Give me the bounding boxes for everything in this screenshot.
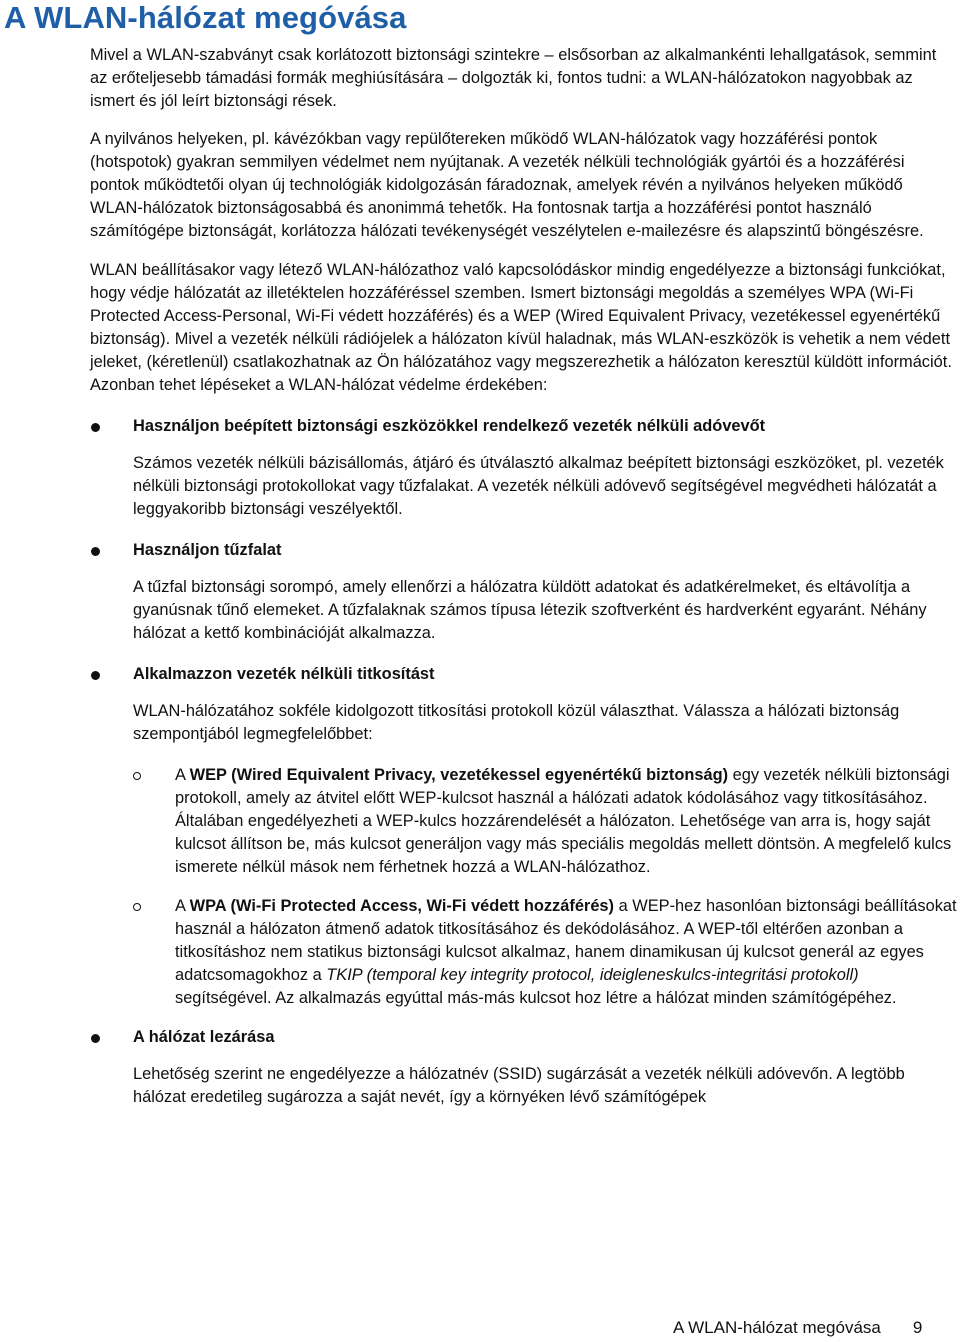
list-item-body: A tűzfal biztonsági sorompó, amely ellenőrzi a hálózatra küldött adatokat és adatkérelmeket, és eltávolítja a gyanúsnak tűnő elemeket. A tűzfalaknak számos típusa létezik szoftverként és hardverként egyaránt. Néhány hálózat a kettő kombinációját alkalmazza. bbox=[133, 578, 927, 642]
list-item bbox=[90, 539, 958, 645]
list-item bbox=[90, 415, 958, 521]
sub-list-item-wpa bbox=[133, 895, 958, 1010]
document-body bbox=[90, 44, 958, 1127]
sub-list-item-text: A WEP (Wired Equivalent Privacy, vezetékessel egyenértékű biztonság) egy vezeték nélküli biztonsági protokoll, amely az átvitel előtt WEP-kulcsot használ a hálózati adatok kódolásához vagy titkosításához. Általában engedélyezheti a WEP-kulcs hozzárendelését a hálózaton. Lehetősége van arra is, hogy saját kulcsot állítson be, más kulcsot generáljon vagy más speciális megoldás mellett döntsön. A megfelelő kulcs ismerete nélkül mások nem férhetnek hozzá a WLAN-hálózathoz. bbox=[175, 766, 952, 876]
wlan-setup-paragraph: WLAN beállításakor vagy létező WLAN-hálózathoz való kapcsolódáskor mindig engedélyezze a biztonsági funkciókat, hogy védje hálózatát az illetéktelen hozzáféréssel szemben. Ismert biztonsági megoldás a személyes WPA (Wi-Fi Protected Access-Personal, Wi-Fi védett hozzáférés) és a WEP (Wired Equivalent Privacy, vezetékessel egyenértékű biztonság). Mivel a vezeték nélküli rádiójelek a hálózaton kívül haladnak, más WLAN-eszközök is vehetik a nem védett jeleket, (kéretlenül) csatlakozhatnak az Ön hálózatához vagy megszerezhetik a hálózaton keresztül küldött információt. Azonban tehet lépéseket a WLAN-hálózat védelme érdekében: bbox=[90, 261, 952, 394]
hollow-bullet-icon bbox=[133, 903, 141, 911]
page-number: 9 bbox=[912, 1318, 923, 1337]
protection-list bbox=[90, 415, 958, 1109]
bullet-icon bbox=[91, 671, 100, 680]
bullet-icon bbox=[91, 423, 100, 432]
list-item-heading: Alkalmazzon vezeték nélküli titkosítást bbox=[133, 665, 435, 683]
list-item-heading: Használjon beépített biztonsági eszközökkel rendelkező vezeték nélküli adóvevőt bbox=[133, 417, 766, 435]
list-item-heading: Használjon tűzfalat bbox=[133, 541, 282, 559]
list-item-body: Lehetőség szerint ne engedélyezze a hálózatnév (SSID) sugárzását a vezeték nélküli adóvevőn. A legtöbb hálózat eredetileg sugározza a saját nevét, így a környéken lévő számítógépek bbox=[133, 1065, 905, 1106]
sub-list-item-wep bbox=[133, 764, 958, 879]
page-title: A WLAN-hálózat megóvása bbox=[4, 0, 407, 35]
list-item bbox=[90, 663, 958, 1010]
footer-section-title: A WLAN-hálózat megóvása bbox=[673, 1318, 881, 1337]
list-item-heading: A hálózat lezárása bbox=[133, 1028, 275, 1046]
hollow-bullet-icon bbox=[133, 772, 141, 780]
list-item-body: Számos vezeték nélküli bázisállomás, átjáró és útválasztó alkalmaz beépített biztonsági eszközöket, pl. vezeték nélküli biztonsági protokollokat vagy tűzfalakat. A vezeték nélküli adóvevő segítségével megvédheti hálózatát a leggyakoribb biztonsági veszélyektől. bbox=[133, 454, 944, 518]
public-hotspot-paragraph: A nyilvános helyeken, pl. kávézókban vagy repülőtereken működő WLAN-hálózatok vagy hozzáférési pontok (hotspotok) gyakran semmilyen védelmet nem nyújtanak. A vezeték nélküli technológiák gyártói és a hozzáférési pontok működtetői olyan új technológiák kidolgozásán fáradoznak, amelyek révén a nyilvános helyeken működő WLAN-hálózatok biztonságosabbá és anonimmá tehetők. Ha fontosnak tartja a hozzáférési pontot használó számítógépe biztonságát, korlátozza hálózati tevékenységét veszélytelen e-mailezésre és alapszintű böngészésre. bbox=[90, 130, 924, 240]
bullet-icon bbox=[91, 1034, 100, 1043]
list-item-body: WLAN-hálózatához sokféle kidolgozott titkosítási protokoll közül választhat. Válassza a hálózati biztonság szempontjából legmegfelelőbbet: bbox=[133, 702, 900, 743]
bullet-icon bbox=[91, 547, 100, 556]
page-footer bbox=[673, 1318, 922, 1338]
list-item bbox=[90, 1026, 958, 1109]
sub-list-item-text: A WPA (Wi-Fi Protected Access, Wi-Fi védett hozzáférés) a WEP-hez hasonlóan biztonsági beállításokat használ a hálózaton átmenő adatok titkosításához és dekódolásához. A WEP-től eltérően azonban a titkosításhoz nem statikus biztonsági kulcsot alkalmaz, hanem dinamikusan új kulcsot generál az egyes adatcsomagokhoz a TKIP (temporal key integrity protocol, ideigleneskulcs-integritási protokoll) segítségével. Az alkalmazás egyúttal más-más kulcsot hoz létre a hálózat minden számítógépéhez. bbox=[175, 897, 957, 1007]
intro-paragraph: Mivel a WLAN-szabványt csak korlátozott biztonsági szintekre – elsősorban az alkalmankénti lehallgatások, semmint az erőteljesebb támadási formák meghiúsítására – dolgozták ki, fontos tudni: a WLAN-hálózatokon nagyobbak az ismert és jól leírt biztonsági rések. bbox=[90, 46, 937, 110]
